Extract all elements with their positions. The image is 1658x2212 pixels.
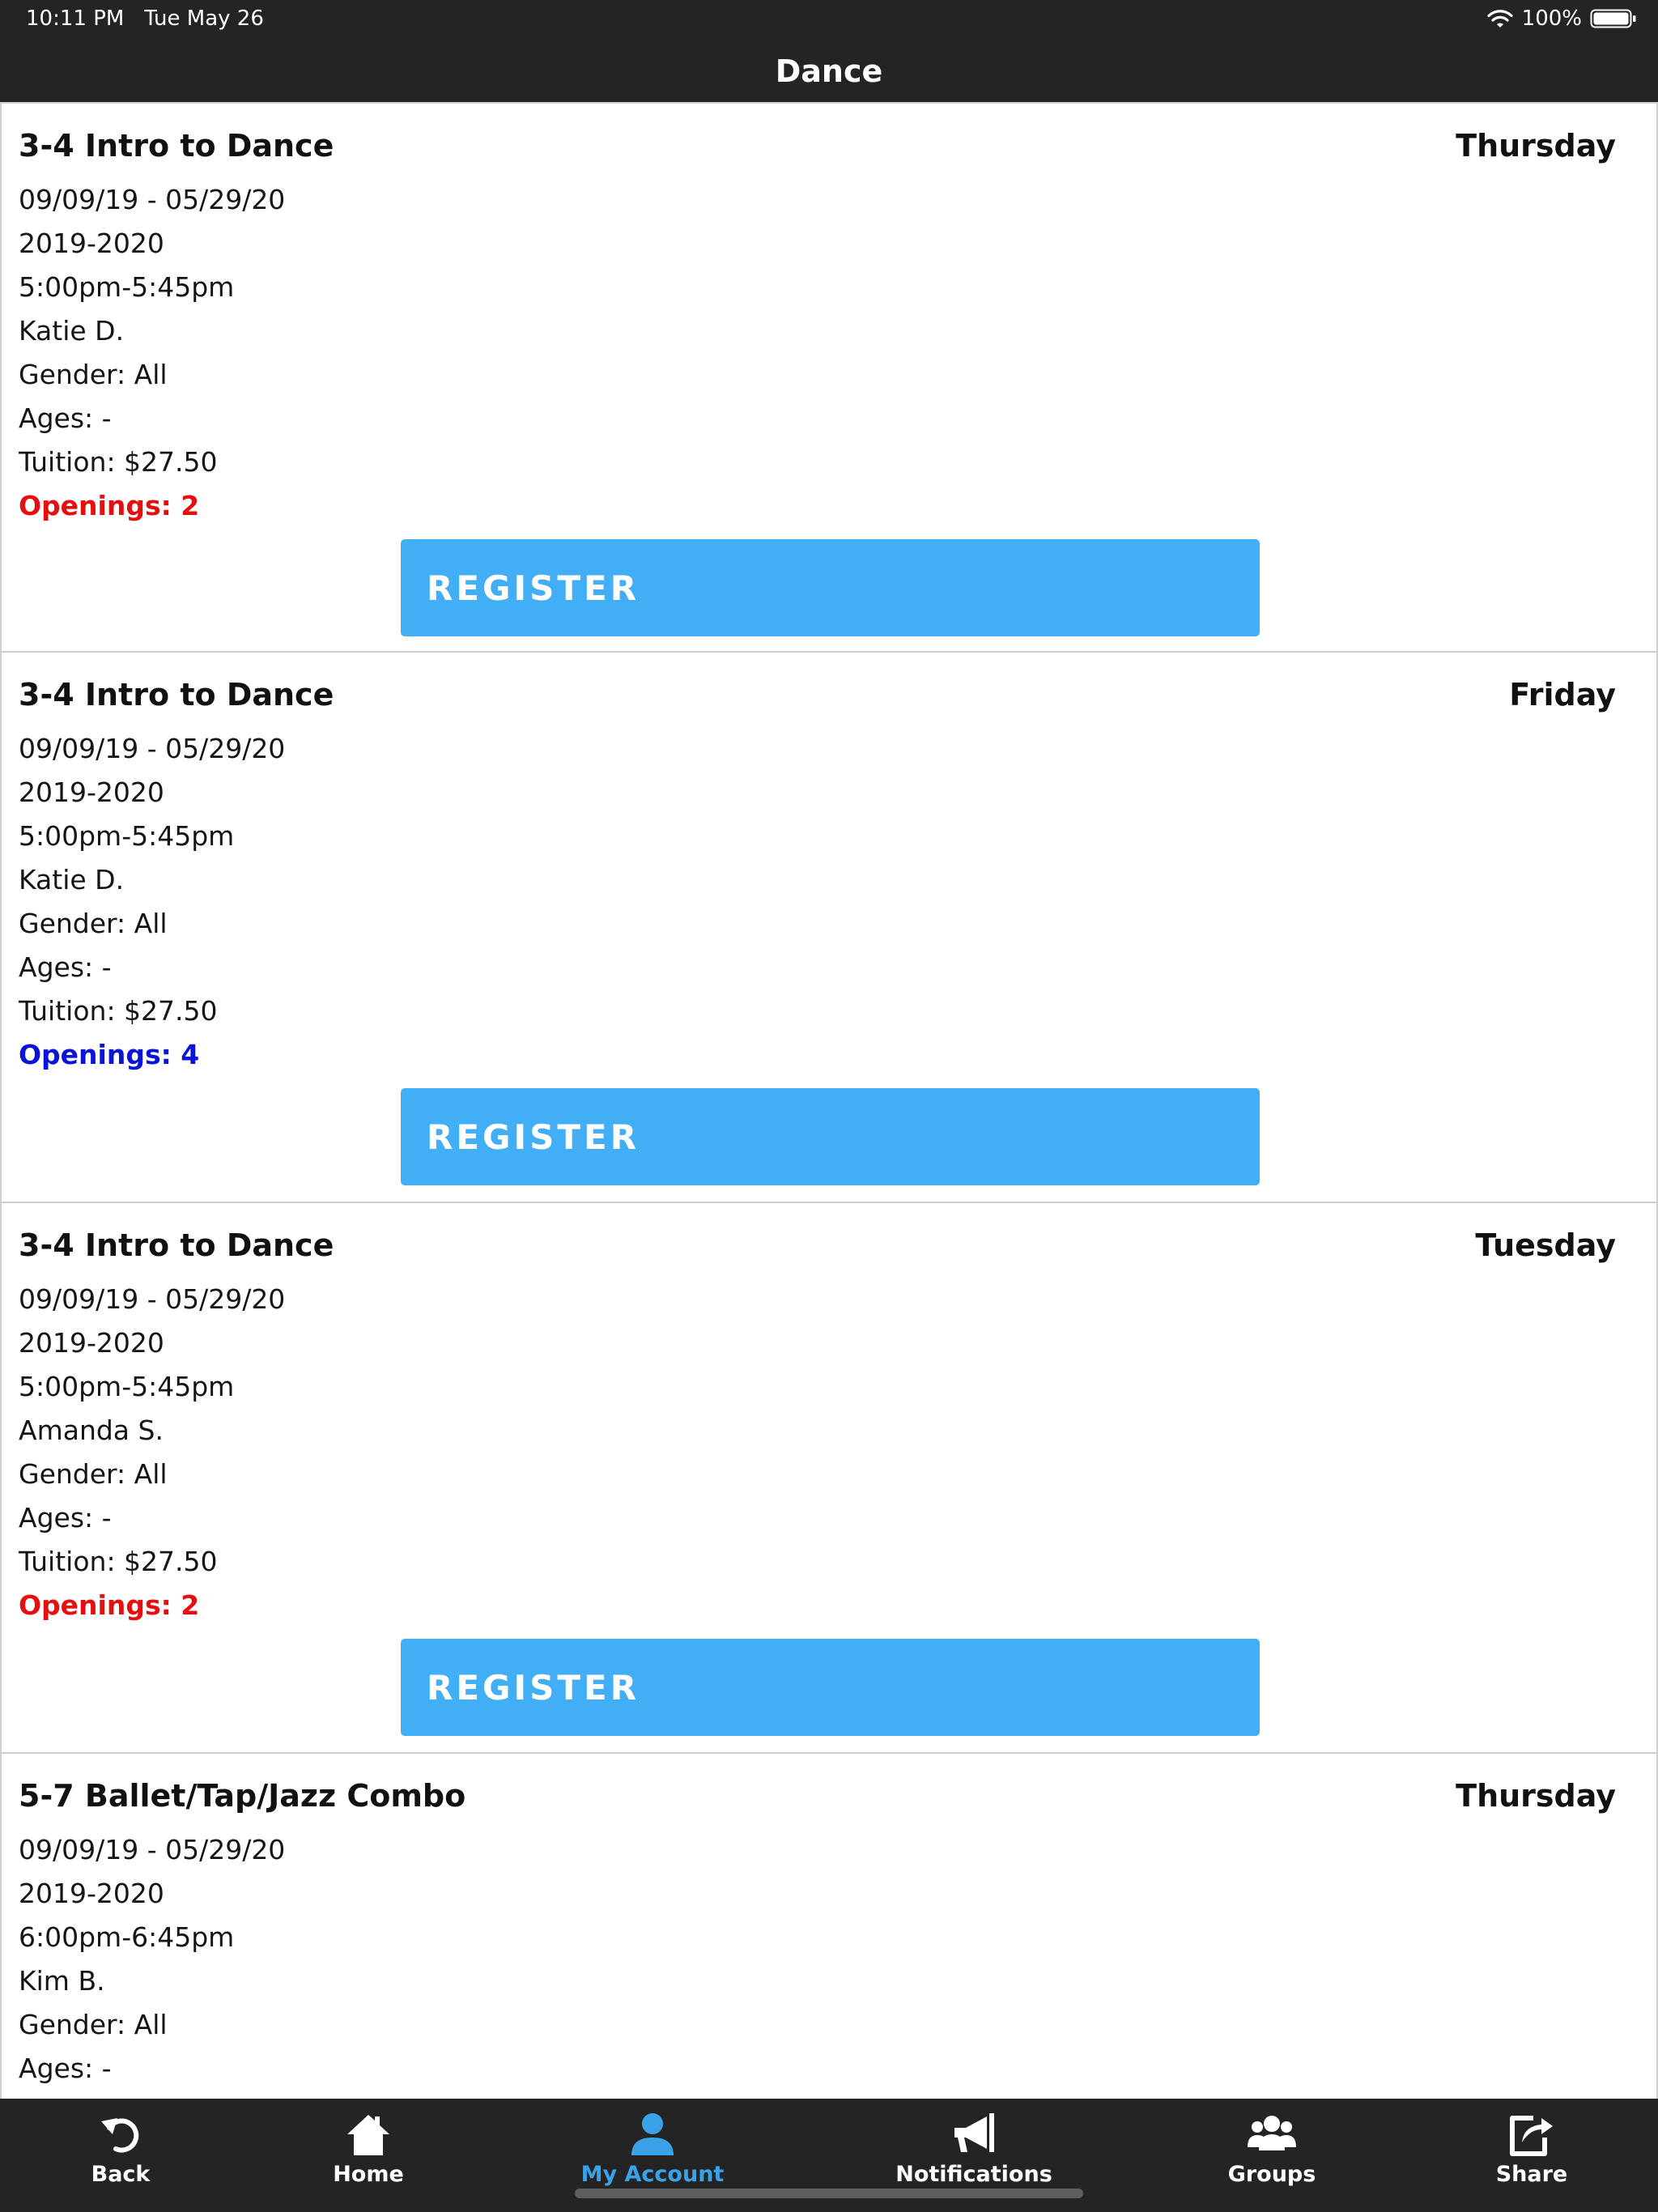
tab-groups[interactable] <box>1223 2099 1320 2212</box>
status-date: Tue May 26 <box>144 6 264 31</box>
battery-percent: 100% <box>1521 6 1582 31</box>
groups-icon <box>1248 2110 1296 2159</box>
class-day: Tuesday <box>1475 1227 1616 1263</box>
tab-label: Back <box>91 2162 151 2187</box>
class-ages: Ages: - <box>19 402 112 434</box>
class-gender: Gender: All <box>19 1458 168 1490</box>
back-arrow-icon <box>96 2110 145 2159</box>
class-tuition: Tuition: $27.50 <box>19 446 218 478</box>
megaphone-icon <box>950 2110 998 2159</box>
class-gender: Gender: All <box>19 2009 168 2040</box>
class-openings: Openings: 4 <box>19 1039 200 1070</box>
battery-icon <box>1590 8 1637 29</box>
class-details <box>19 1828 285 2091</box>
status-bar-time <box>26 6 264 31</box>
class-ages: Ages: - <box>19 2052 112 2084</box>
class-details <box>19 1278 285 1627</box>
tab-label: My Account <box>580 2162 725 2187</box>
class-instructor: Katie D. <box>19 864 125 895</box>
class-time: 5:00pm-5:45pm <box>19 820 235 852</box>
top-bar <box>0 0 1658 102</box>
class-card <box>0 1203 1658 1754</box>
class-openings: Openings: 2 <box>19 490 200 521</box>
class-instructor: Kim B. <box>19 1965 105 1997</box>
class-day: Thursday <box>1456 128 1616 164</box>
class-dates: 09/09/19 - 05/29/20 <box>19 184 286 215</box>
class-time: 5:00pm-5:45pm <box>19 1371 235 1402</box>
class-gender: Gender: All <box>19 359 168 390</box>
class-card <box>0 102 1658 653</box>
class-instructor: Amanda S. <box>19 1414 164 1446</box>
class-details <box>19 727 285 1077</box>
tab-home[interactable] <box>320 2099 417 2212</box>
class-tuition: Tuition: $27.50 <box>19 995 218 1027</box>
home-icon <box>344 2110 393 2159</box>
class-day: Thursday <box>1456 1778 1616 1814</box>
class-list[interactable] <box>0 102 1658 2099</box>
class-ages: Ages: - <box>19 951 112 983</box>
register-button[interactable]: REGISTER <box>401 539 1260 636</box>
class-season: 2019-2020 <box>19 776 164 808</box>
class-dates: 09/09/19 - 05/29/20 <box>19 1283 286 1315</box>
page-title: Dance <box>775 53 883 89</box>
tab-share[interactable] <box>1483 2099 1580 2212</box>
class-time: 5:00pm-5:45pm <box>19 271 235 303</box>
class-instructor: Katie D. <box>19 315 125 347</box>
class-season: 2019-2020 <box>19 1327 164 1359</box>
class-day: Friday <box>1509 677 1616 713</box>
class-time: 6:00pm-6:45pm <box>19 1921 235 1953</box>
share-icon <box>1507 2110 1556 2159</box>
status-bar-right <box>1486 6 1637 31</box>
class-season: 2019-2020 <box>19 1878 164 1909</box>
class-dates: 09/09/19 - 05/29/20 <box>19 733 286 764</box>
register-button[interactable]: REGISTER <box>401 1088 1260 1185</box>
status-time: 10:11 PM <box>26 6 125 31</box>
class-season: 2019-2020 <box>19 228 164 259</box>
class-title: 5-7 Ballet/Tap/Jazz Combo <box>19 1778 466 1814</box>
class-title: 3-4 Intro to Dance <box>19 1227 334 1263</box>
user-icon <box>628 2110 677 2159</box>
tab-label: Share <box>1495 2162 1568 2187</box>
register-button[interactable]: REGISTER <box>401 1639 1260 1736</box>
tab-back[interactable] <box>72 2099 169 2212</box>
tab-label: Notifications <box>895 2162 1052 2187</box>
class-gender: Gender: All <box>19 908 168 939</box>
class-tuition: Tuition: $27.50 <box>19 1546 218 1577</box>
class-ages: Ages: - <box>19 1502 112 1534</box>
class-card <box>0 1754 1658 2099</box>
wifi-icon <box>1486 8 1514 29</box>
class-title: 3-4 Intro to Dance <box>19 677 334 713</box>
class-title: 3-4 Intro to Dance <box>19 128 334 164</box>
class-card <box>0 653 1658 1203</box>
class-openings: Openings: 2 <box>19 1589 200 1621</box>
class-dates: 09/09/19 - 05/29/20 <box>19 1834 286 1865</box>
class-details <box>19 178 285 528</box>
home-indicator <box>575 2189 1083 2198</box>
tab-label: Home <box>333 2162 404 2187</box>
tab-label: Groups <box>1227 2162 1316 2187</box>
